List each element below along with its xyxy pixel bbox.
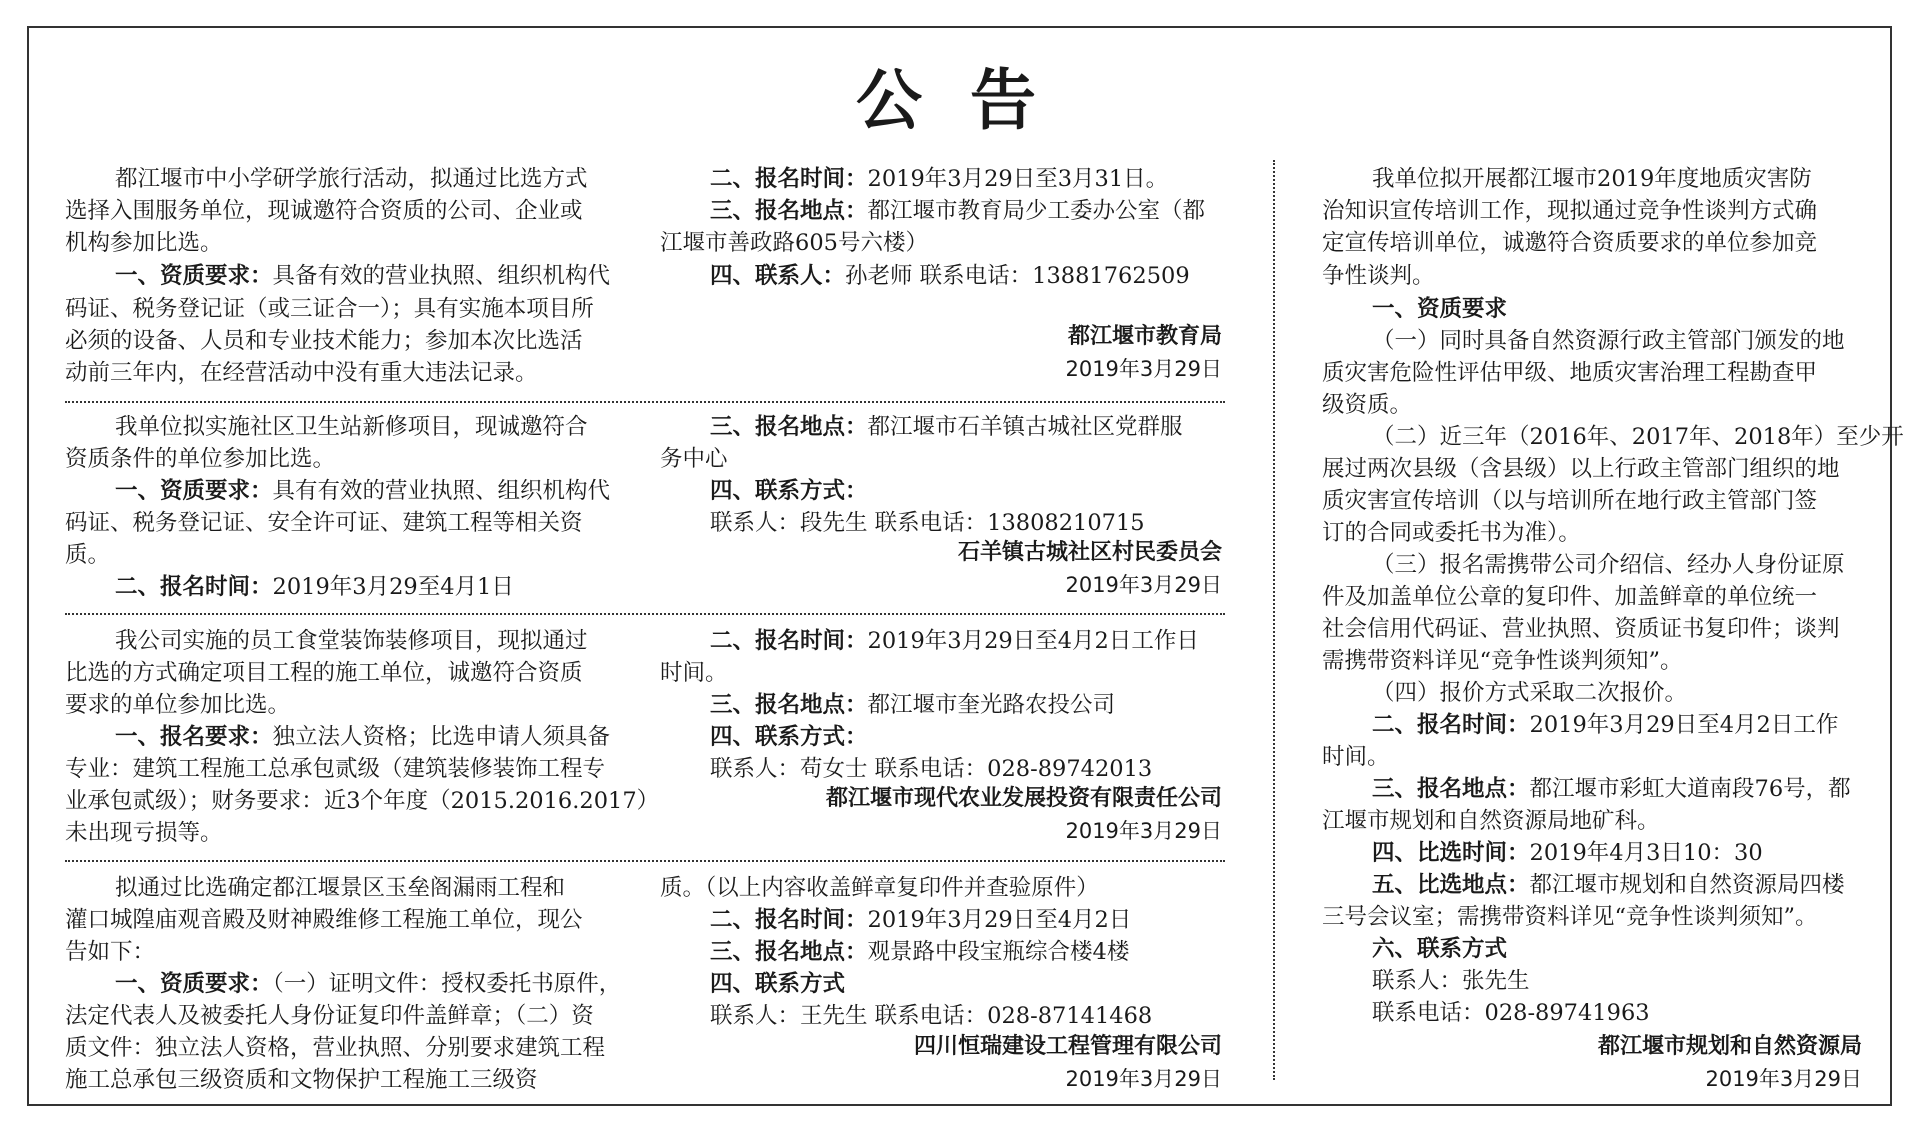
notice-1-qualification-line-1: 具备有效的营业执照、组织机构代 — [272, 263, 611, 289]
notice-separator-1 — [65, 401, 1225, 403]
notice-1-intro-line-3: 机构参加比选。 — [65, 230, 223, 256]
notice-3-time-line-1: 2019年3月29日至4月2日工作日 — [867, 628, 1199, 654]
notice-5-item-1-line-1: （一）同时具备自然资源行政主管部门颁发的地 — [1372, 328, 1845, 354]
notice-5-selection-time-label: 四、比选时间： — [1372, 840, 1530, 866]
notice-1-qualification-line-4: 动前三年内，在经营活动中没有重大违法记录。 — [65, 360, 538, 386]
notice-1-intro-line-1: 都江堰市中小学研学旅行活动，拟通过比选方式 — [115, 166, 588, 192]
notice-4-qualification-line-2: 法定代表人及被委托人身份证复印件盖鲜章；（二）资 — [65, 1003, 594, 1029]
notice-3-intro-line-2: 比选的方式确定项目工程的施工单位，诚邀符合资质 — [65, 660, 583, 686]
notice-4-qualification-line-3: 质文件：独立法人资格，营业执照、分别要求建筑工程 — [65, 1035, 606, 1061]
notice-5-contact-label: 六、联系方式 — [1372, 936, 1508, 962]
notice-1-qualification-line-3: 必须的设备、人员和专业技术能力；参加本次比选活 — [65, 328, 583, 354]
notice-3-contact-label: 四、联系方式： — [710, 724, 868, 750]
notice-4-issuer: 四川恒瑞建设工程管理有限公司 — [913, 1034, 1222, 1059]
notice-5-item-3-line-3: 社会信用代码证、营业执照、资质证书复印件；谈判 — [1322, 616, 1840, 642]
notice-5-item-3-line-2: 件及加盖单位公章的复印件、加盖鲜章的单位统一 — [1322, 584, 1818, 610]
notice-3-requirement-line-4: 未出现亏损等。 — [65, 820, 223, 846]
notice-separator-2 — [65, 613, 1225, 615]
notice-5-item-3-line-4: 需携带资料详见“竞争性谈判须知”。 — [1322, 648, 1683, 674]
notice-5-intro-line-2: 治知识宣传培训工作，现拟通过竞争性谈判方式确 — [1322, 198, 1818, 224]
notice-5-item-1-line-2: 质灾害危险性评估甲级、地质灾害治理工程勘查甲 — [1322, 360, 1818, 386]
notice-2-intro-line-1: 我单位拟实施社区卫生站新修项目，现诚邀符合 — [115, 414, 588, 440]
notice-1-intro-line-2: 选择入围服务单位，现诚邀符合资质的公司、企业或 — [65, 198, 583, 224]
notice-1-time-label: 二、报名时间： — [710, 166, 868, 192]
notice-4-qualification-line-5: 质。（以上内容收盖鲜章复印件并查验原件） — [660, 875, 1099, 901]
notice-2-qualification-line-3: 质。 — [65, 542, 111, 568]
notice-5-selection-place-line-1: 都江堰市规划和自然资源局四楼 — [1529, 872, 1845, 898]
page-title — [0, 62, 1920, 138]
notice-5-selection-place-line-2: 三号会议室；需携带资料详见“竞争性谈判须知”。 — [1322, 904, 1818, 930]
title-char-1: 公 — [856, 61, 950, 139]
notice-2-place-label: 三、报名地点： — [710, 414, 868, 440]
notice-5-date: 2019年3月29日 — [1705, 1067, 1862, 1091]
notice-5-item-2-line-4: 订的合同或委托书为准）。 — [1322, 520, 1581, 546]
notice-5-contact-person: 联系人：张先生 — [1372, 968, 1530, 994]
notice-2-qualification-line-1: 具有有效的营业执照、组织机构代 — [272, 478, 611, 504]
notice-2-qualification-label: 一、资质要求： — [115, 478, 273, 504]
notice-5-issuer: 都江堰市规划和自然资源局 — [1597, 1034, 1862, 1059]
notice-4-place-value: 观景路中段宝瓶综合楼4楼 — [867, 939, 1130, 965]
notice-1-qualification-label: 一、资质要求： — [115, 263, 273, 289]
notice-2-time-label: 二、报名时间： — [115, 574, 273, 600]
notice-4-place-label: 三、报名地点： — [710, 939, 868, 965]
notice-5-intro-line-4: 争性谈判。 — [1322, 263, 1435, 289]
notice-5-selection-time-value: 2019年4月3日10：30 — [1529, 840, 1763, 866]
notice-5-time-label: 二、报名时间： — [1372, 712, 1530, 738]
notice-5-time-line-1: 2019年3月29日至4月2日工作 — [1529, 712, 1839, 738]
notice-1-issuer: 都江堰市教育局 — [1067, 324, 1222, 349]
notice-4-qualification-line-1: （一）证明文件：授权委托书原件， — [272, 971, 622, 997]
notice-4-contact-value: 联系人：王先生 联系电话：028-87141468 — [710, 1003, 1153, 1029]
notice-3-time-label: 二、报名时间： — [710, 628, 868, 654]
notice-3-issuer: 都江堰市现代农业发展投资有限责任公司 — [825, 786, 1222, 811]
notice-2-intro-line-2: 资质条件的单位参加比选。 — [65, 446, 336, 472]
notice-3-intro-line-3: 要求的单位参加比选。 — [65, 692, 291, 718]
notice-2-issuer: 石羊镇古城社区村民委员会 — [957, 540, 1222, 565]
notice-5-place-label: 三、报名地点： — [1372, 776, 1530, 802]
notice-5-place-line-2: 江堰市规划和自然资源局地矿科。 — [1322, 808, 1660, 834]
notice-2-qualification-line-2: 码证、税务登记证、安全许可证、建筑工程等相关资 — [65, 510, 583, 536]
notice-3-place-label: 三、报名地点： — [710, 692, 868, 718]
notice-3-time-line-2: 时间。 — [660, 660, 728, 686]
notice-1-place-line-2: 江堰市善政路605号六楼） — [660, 230, 928, 256]
notice-1-date: 2019年3月29日 — [1065, 357, 1222, 381]
notice-4-intro-line-1: 拟通过比选确定都江堰景区玉垒阁漏雨工程和 — [115, 875, 566, 901]
notice-1-place-line-1: 都江堰市教育局少工委办公室（都 — [867, 198, 1206, 224]
notice-5-item-2-line-2: 展过两次县级（含县级）以上行政主管部门组织的地 — [1322, 456, 1840, 482]
notice-3-date: 2019年3月29日 — [1065, 819, 1222, 843]
notice-5-intro-line-1: 我单位拟开展都江堰市2019年度地质灾害防 — [1372, 166, 1812, 192]
notice-3-place-value: 都江堰市奎光路农投公司 — [867, 692, 1116, 718]
notice-1-qualification-line-2: 码证、税务登记证（或三证合一）；具有实施本项目所 — [65, 296, 594, 322]
notice-1-contact-value: 孙老师 联系电话：13881762509 — [845, 263, 1190, 289]
notice-4-time-value: 2019年3月29日至4月2日 — [867, 907, 1132, 933]
notice-3-contact-value: 联系人：苟女士 联系电话：028-89742013 — [710, 756, 1153, 782]
notice-2-date: 2019年3月29日 — [1065, 573, 1222, 597]
notice-5-selection-place-label: 五、比选地点： — [1372, 872, 1530, 898]
notice-4-intro-line-3: 告如下： — [65, 939, 156, 965]
notice-5-item-1-line-3: 级资质。 — [1322, 392, 1413, 418]
notice-4-qualification-label: 一、资质要求： — [115, 971, 273, 997]
notice-3-requirement-label: 一、报名要求： — [115, 724, 273, 750]
notice-5-item-2-line-3: 质灾害宣传培训（以与培训所在地行政主管部门签 — [1322, 488, 1818, 514]
notice-3-requirement-line-3: 业承包贰级）；财务要求：近3个年度（2015.2016.2017） — [65, 788, 660, 814]
notice-1-contact-label: 四、联系人： — [710, 263, 846, 289]
notice-4-contact-label: 四、联系方式 — [710, 971, 846, 997]
notice-5-item-2-line-1: （二）近三年（2016年、2017年、2018年）至少开 — [1372, 424, 1904, 450]
notice-4-time-label: 二、报名时间： — [710, 907, 868, 933]
notice-2-contact-label: 四、联系方式： — [710, 478, 868, 504]
notice-separator-3 — [65, 860, 1225, 862]
notice-1-place-label: 三、报名地点： — [710, 198, 868, 224]
notice-5-item-3-line-1: （三）报名需携带公司介绍信、经办人身份证原 — [1372, 552, 1845, 578]
notice-3-requirement-line-2: 专业：建筑工程施工总承包贰级（建筑装修装饰工程专 — [65, 756, 606, 782]
notice-4-qualification-line-4: 施工总承包三级资质和文物保护工程施工三级资 — [65, 1067, 538, 1093]
notice-5-item-4: （四）报价方式采取二次报价。 — [1372, 680, 1688, 706]
notice-1-time-value: 2019年3月29日至3月31日。 — [867, 166, 1169, 192]
column-separator — [1273, 160, 1275, 1080]
notice-4-intro-line-2: 灌口城隍庙观音殿及财神殿维修工程施工单位，现公 — [65, 907, 583, 933]
notice-2-time-value: 2019年3月29至4月1日 — [272, 574, 514, 600]
notice-2-contact-value: 联系人：段先生 联系电话：13808210715 — [710, 510, 1145, 536]
notice-2-place-line-2: 务中心 — [660, 446, 728, 472]
notice-5-contact-phone: 联系电话：028-89741963 — [1372, 1000, 1650, 1026]
title-char-2: 告 — [970, 61, 1064, 139]
notice-5-qualification-label: 一、资质要求 — [1372, 296, 1508, 322]
notice-5-place-line-1: 都江堰市彩虹大道南段76号，都 — [1529, 776, 1851, 802]
notice-2-place-line-1: 都江堰市石羊镇古城社区党群服 — [867, 414, 1183, 440]
notice-5-time-line-2: 时间。 — [1322, 744, 1390, 770]
notice-4-date: 2019年3月29日 — [1065, 1067, 1222, 1091]
notice-5-intro-line-3: 定宣传培训单位，诚邀符合资质要求的单位参加竞 — [1322, 230, 1818, 256]
notice-3-requirement-line-1: 独立法人资格；比选申请人须具备 — [272, 724, 611, 750]
notice-3-intro-line-1: 我公司实施的员工食堂装饰装修项目，现拟通过 — [115, 628, 588, 654]
